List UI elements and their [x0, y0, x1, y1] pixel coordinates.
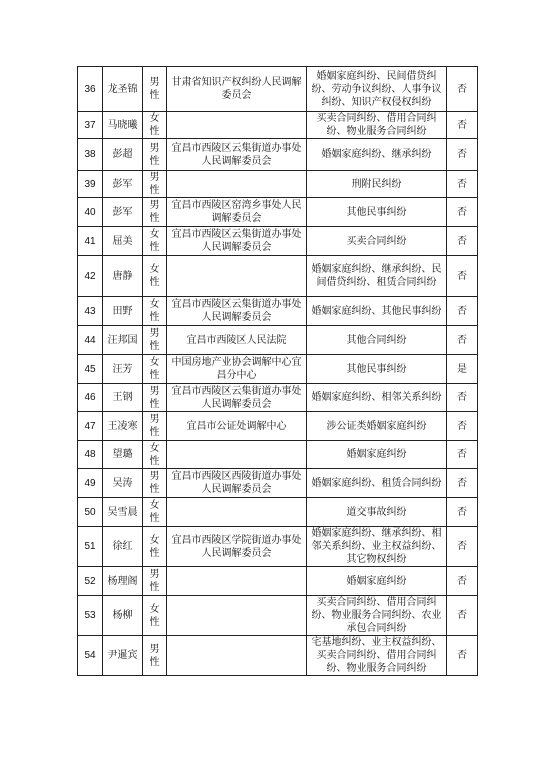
- mediator-name: 马晓曦: [103, 112, 143, 139]
- flag-cell: 否: [447, 384, 478, 412]
- flag-cell: 否: [447, 67, 478, 112]
- table-row: [78, 527, 478, 567]
- mediator-name: 杨理阁: [103, 567, 143, 596]
- gender: 女性: [143, 112, 167, 139]
- table-row: [78, 171, 478, 198]
- mediator-table-body: [78, 67, 478, 676]
- flag-cell: 否: [447, 227, 478, 256]
- mediator-name: 田野: [103, 297, 143, 326]
- gender: 女性: [143, 527, 167, 567]
- organization: 宜昌市公证处调解中心: [167, 412, 307, 441]
- row-number: 48: [78, 441, 103, 469]
- table-row: [78, 139, 478, 171]
- flag-cell: 否: [447, 198, 478, 227]
- organization: 宜昌市西陵区学院街道办事处人民调解委员会: [167, 527, 307, 567]
- row-number: 40: [78, 198, 103, 227]
- gender: 女性: [143, 441, 167, 469]
- table-row: [78, 384, 478, 412]
- gender: 女性: [143, 355, 167, 384]
- mediator-name: 屈美: [103, 227, 143, 256]
- mediator-name: 王钢: [103, 384, 143, 412]
- row-number: 37: [78, 112, 103, 139]
- row-number: 45: [78, 355, 103, 384]
- row-number: 51: [78, 527, 103, 567]
- table-row: [78, 441, 478, 469]
- row-number: 52: [78, 567, 103, 596]
- flag-cell: 否: [447, 256, 478, 297]
- dispute-types: 婚姻家庭纠纷、其他民事纠纷: [307, 297, 447, 326]
- row-number: 38: [78, 139, 103, 171]
- organization: 宜昌市西陵区云集街道办事处人民调解委员会: [167, 384, 307, 412]
- dispute-types: 刑附民纠纷: [307, 171, 447, 198]
- organization: [167, 112, 307, 139]
- dispute-types: 婚姻家庭纠纷、民间借贷纠纷、劳动争议纠纷、人事争议纠纷、知识产权侵权纠纷: [307, 67, 447, 112]
- row-number: 49: [78, 469, 103, 498]
- gender: 男性: [143, 412, 167, 441]
- flag-cell: 否: [447, 139, 478, 171]
- gender: 男性: [143, 384, 167, 412]
- row-number: 42: [78, 256, 103, 297]
- organization: [167, 171, 307, 198]
- dispute-types: 婚姻家庭纠纷、相邻关系纠纷: [307, 384, 447, 412]
- flag-cell: 否: [447, 498, 478, 527]
- organization: 宜昌市西陵区云集街道办事处人民调解委员会: [167, 139, 307, 171]
- flag-cell: 否: [447, 171, 478, 198]
- table-row: [78, 67, 478, 112]
- organization: [167, 256, 307, 297]
- dispute-types: 涉公证类婚姻家庭纠纷: [307, 412, 447, 441]
- flag-cell: 否: [447, 636, 478, 676]
- flag-cell: 否: [447, 527, 478, 567]
- organization: [167, 498, 307, 527]
- dispute-types: 买卖合同纠纷: [307, 227, 447, 256]
- mediator-name: 汪邦国: [103, 326, 143, 355]
- table-row: [78, 198, 478, 227]
- dispute-types: 婚姻家庭纠纷、继承纠纷、相邻关系纠纷、业主权益纠纷、其它物权纠纷: [307, 527, 447, 567]
- row-number: 50: [78, 498, 103, 527]
- table-row: [78, 567, 478, 596]
- gender: 男性: [143, 67, 167, 112]
- dispute-types: 婚姻家庭纠纷: [307, 441, 447, 469]
- mediator-name: 徐红: [103, 527, 143, 567]
- organization: 宜昌市西陵区西陵街道办事处人民调解委员会: [167, 469, 307, 498]
- gender: 男性: [143, 567, 167, 596]
- table-row: [78, 412, 478, 441]
- mediator-name: 唐静: [103, 256, 143, 297]
- dispute-types: 宅基地纠纷、业主权益纠纷、买卖合同纠纷、借用合同纠纷、物业服务合同纠纷: [307, 636, 447, 676]
- organization: [167, 636, 307, 676]
- flag-cell: 否: [447, 567, 478, 596]
- gender: 男性: [143, 636, 167, 676]
- row-number: 53: [78, 596, 103, 636]
- table-row: [78, 498, 478, 527]
- flag-cell: 否: [447, 469, 478, 498]
- organization: 宜昌市西陵区云集街道办事处人民调解委员会: [167, 297, 307, 326]
- row-number: 39: [78, 171, 103, 198]
- mediator-name: 尹暹宾: [103, 636, 143, 676]
- gender: 男性: [143, 469, 167, 498]
- mediator-name: 吴涛: [103, 469, 143, 498]
- flag-cell: 否: [447, 326, 478, 355]
- flag-cell: 是: [447, 355, 478, 384]
- mediator-name: 吴雪晨: [103, 498, 143, 527]
- mediator-name: 彭军: [103, 198, 143, 227]
- mediator-name: 汪芳: [103, 355, 143, 384]
- row-number: 44: [78, 326, 103, 355]
- flag-cell: 否: [447, 112, 478, 139]
- organization: 宜昌市西陵区云集街道办事处人民调解委员会: [167, 227, 307, 256]
- gender: 男性: [143, 198, 167, 227]
- organization: 甘肃省知识产权纠纷人民调解委员会: [167, 67, 307, 112]
- mediator-name: 彭军: [103, 171, 143, 198]
- row-number: 54: [78, 636, 103, 676]
- organization: 中国房地产业协会调解中心宜昌分中心: [167, 355, 307, 384]
- flag-cell: 否: [447, 441, 478, 469]
- table-row: [78, 297, 478, 326]
- dispute-types: 婚姻家庭纠纷: [307, 567, 447, 596]
- table-row: [78, 636, 478, 676]
- organization: 宜昌市西陵区人民法院: [167, 326, 307, 355]
- mediator-table: [77, 66, 478, 676]
- table-row: [78, 112, 478, 139]
- dispute-types: 买卖合同纠纷、借用合同纠纷、物业服务合同纠纷、农业承包合同纠纷: [307, 596, 447, 636]
- gender: 女性: [143, 596, 167, 636]
- flag-cell: 否: [447, 596, 478, 636]
- table-row: [78, 469, 478, 498]
- table-row: [78, 596, 478, 636]
- row-number: 47: [78, 412, 103, 441]
- dispute-types: 买卖合同纠纷、借用合同纠纷、物业服务合同纠纷: [307, 112, 447, 139]
- gender: 女性: [143, 256, 167, 297]
- flag-cell: 否: [447, 412, 478, 441]
- table-row: [78, 326, 478, 355]
- flag-cell: 否: [447, 297, 478, 326]
- mediator-name: 望璐: [103, 441, 143, 469]
- dispute-types: 道交事故纠纷: [307, 498, 447, 527]
- mediator-name: 杨柳: [103, 596, 143, 636]
- table-row: [78, 227, 478, 256]
- row-number: 46: [78, 384, 103, 412]
- gender: 男性: [143, 326, 167, 355]
- organization: 宜昌市西陵区窑湾乡事处人民调解委员会: [167, 198, 307, 227]
- dispute-types: 婚姻家庭纠纷、继承纠纷: [307, 139, 447, 171]
- row-number: 41: [78, 227, 103, 256]
- row-number: 43: [78, 297, 103, 326]
- dispute-types: 婚姻家庭纠纷、继承纠纷、民间借贷纠纷、租赁合同纠纷: [307, 256, 447, 297]
- mediator-name: 彭超: [103, 139, 143, 171]
- table-row: [78, 256, 478, 297]
- dispute-types: 其他合同纠纷: [307, 326, 447, 355]
- gender: 女性: [143, 297, 167, 326]
- organization: [167, 596, 307, 636]
- dispute-types: 婚姻家庭纠纷、租赁合同纠纷: [307, 469, 447, 498]
- dispute-types: 其他民事纠纷: [307, 355, 447, 384]
- mediator-name: 龙圣锦: [103, 67, 143, 112]
- row-number: 36: [78, 67, 103, 112]
- gender: 女性: [143, 498, 167, 527]
- table-row: [78, 355, 478, 384]
- dispute-types: 其他民事纠纷: [307, 198, 447, 227]
- gender: 男性: [143, 139, 167, 171]
- mediator-name: 王凌寒: [103, 412, 143, 441]
- organization: [167, 567, 307, 596]
- gender: 男性: [143, 171, 167, 198]
- organization: [167, 441, 307, 469]
- gender: 女性: [143, 227, 167, 256]
